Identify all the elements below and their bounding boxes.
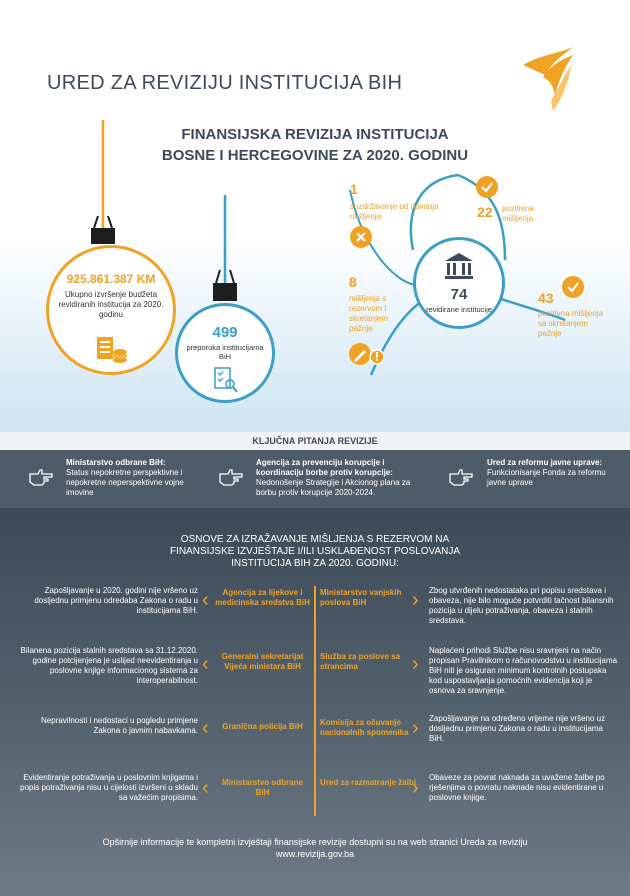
footer-note: Opširnije informacije te kompletni izvještaji finansijske revizije dostupni su na web stranici Ureda za reviziju [102, 837, 528, 847]
institution-name-left: Generalni sekretarijat Vijeća ministara BiH [221, 652, 304, 671]
institution-name-right: Služba za poslove sa strancima [320, 652, 401, 671]
cross-badge-icon [350, 226, 372, 248]
institution-name-left: Ministarstvo odbrane BiH [222, 778, 303, 797]
budget-circle [46, 245, 176, 375]
institutions-circle [413, 237, 505, 329]
bracket-left-icon: ‹ [202, 717, 209, 739]
qualified-opinions-section [0, 508, 630, 896]
institution-name-right: Ured za razmatranje žalbi [320, 778, 417, 787]
pointing-hand-icon [218, 466, 244, 488]
finding-text-left: Zapošljavanje u 2020. godini nije vršeno uz dosljednu primjenu odredaba Zakona o radu u institucijama BiH. [34, 586, 198, 615]
key-issue-item: Ured za reformu javne uprave: Funkcionisanje Fonda za reformu javne uprave [487, 458, 606, 487]
qualified-label: mišljenja s rezervom i skretanjem pažnje [349, 294, 389, 333]
finding-text-right: Naplaćeni prihodi Službe nisu sravnjeni na način propisan Pravilnikom o računovodstvu u institucijama BiH niti je osiguran minimum kontrolnih postupaka kod uspostavljanja pomoćnih evidencija koji je osnova za sravnjenje. [429, 646, 618, 695]
bracket-left-icon: ‹ [202, 777, 209, 799]
bracket-left-icon: ‹ [202, 653, 209, 675]
key-issues-heading: KLJUČNA PITANJA REVIZIJE [0, 432, 630, 450]
recommendations-value: 499 [212, 324, 238, 341]
institution-name-left: Granična policija BiH [222, 722, 303, 731]
institutions-label: revidirane institucije [426, 305, 492, 314]
finding-text-right: Zapošljavanje na određeno vrijeme nije vršeno uz dosljednu primjenu Zakona o radu u institucijama BiH. [429, 714, 606, 743]
bracket-left-icon: ‹ [202, 589, 209, 611]
finding-text-right: Obaveze za povrat naknada za uvažene žalbe po rješenjima o povratu naknade nisu evidentirane u poslovne knjige. [429, 773, 605, 802]
recommendations-circle [175, 303, 275, 403]
budget-label: Ukupno izvršenje budžeta revidiranih institucija za 2020. godinu [58, 290, 164, 319]
abstain-count: 1 [350, 181, 358, 197]
key-issue-item: Agencija za prevenciju korupcije i koordinaciju borbe protiv korupcije: Nedonošenje Strategije i Akcionog plana za borbu protiv korupcije 2020-2024. [256, 458, 411, 497]
finding-text-left: Evidentiranje potraživanja u poslovnim knjigama i popis potraživanja nisu u cijelosti izvršeni u skladu sa važećim propisima. [20, 773, 198, 802]
org-title: URED ZA REVIZIJU INSTITUCIJA BIH [47, 72, 403, 94]
finding-text-right: Zbog utvrđenih nedostataka pri popisu sredstava i obaveza, nije bilo moguće potvrditi tačnost bilansnih pozicija u dijelu potraživanja, obaveza i stalnih sredstava. [429, 586, 614, 625]
bracket-right-icon: › [412, 717, 419, 739]
emphasis-label: pozitivna mišljenja sa skretanjem pažnje [538, 309, 603, 338]
pointing-hand-icon [448, 466, 474, 488]
page-title: FINANSIJSKA REVIZIJA INSTITUCIJA BOSNE I HERCEGOVINE ZA 2020. GODINU [161, 126, 469, 164]
finding-text-left: Bilanena pozicija stalnih sredstava sa 31.12.2020. godine potcijenjena je uslijed neevidentiranja u poslovne knjige informacionog sistema za interoperabilnost. [20, 646, 198, 685]
qualified-heading: OSNOVE ZA IZRAŽAVANJE MIŠLJENJA S REZERVOM NA FINANSIJSKE IZVJEŠTAJE I/ILI USKLAĐENOST POSLOVANJA INSTITUCIJA BIH ZA 2020. GODINU: [169, 534, 461, 569]
budget-value: 925.861.387 KM [66, 272, 156, 286]
center-divider [314, 586, 316, 816]
positive-count: 22 [477, 204, 493, 220]
pencil-warning-icon [349, 343, 371, 365]
footer [40, 836, 590, 860]
document-coins-icon [96, 336, 128, 366]
institution-name-left: Agencija za lijekove i medicinska sredstva BiH [215, 588, 310, 607]
institution-logo-icon [515, 45, 575, 115]
check-badge-icon [476, 176, 498, 198]
recommendations-label: preporuka institucijama BiH [186, 343, 264, 361]
key-issue-item: Ministarstvo odbrane BiH: Status nepokretne perspektivne i nepokretne neperspektivne vojne imovine [66, 458, 184, 497]
pointing-hand-icon [28, 466, 54, 488]
institutions-value: 74 [450, 286, 468, 303]
positive-label: pozitivna mišljenja [502, 204, 534, 223]
key-issues-band [0, 450, 630, 508]
institution-name-right: Komisija za očuvanje nacionalnih spomenika [320, 718, 409, 737]
institution-building-icon [443, 252, 475, 280]
bracket-right-icon: › [412, 653, 419, 675]
website-link[interactable]: www.revizija.gov.ba [275, 849, 355, 859]
institution-name-right: Ministarstvo vanjskih poslova BiH [320, 588, 402, 607]
bracket-right-icon: › [412, 589, 419, 611]
abstain-label: suzdržavanje od davanja mišljenja [350, 202, 439, 221]
bracket-right-icon: › [412, 777, 419, 799]
check-warning-icon [562, 276, 584, 298]
hero-section [0, 0, 630, 432]
qualified-count: 8 [349, 274, 357, 290]
checklist-magnifier-icon [214, 367, 238, 393]
emphasis-count: 43 [538, 290, 554, 306]
finding-text-left: Nepravilnosti i nedostaci u pogledu primjene Zakona o javnim nabavkama. [41, 716, 198, 735]
